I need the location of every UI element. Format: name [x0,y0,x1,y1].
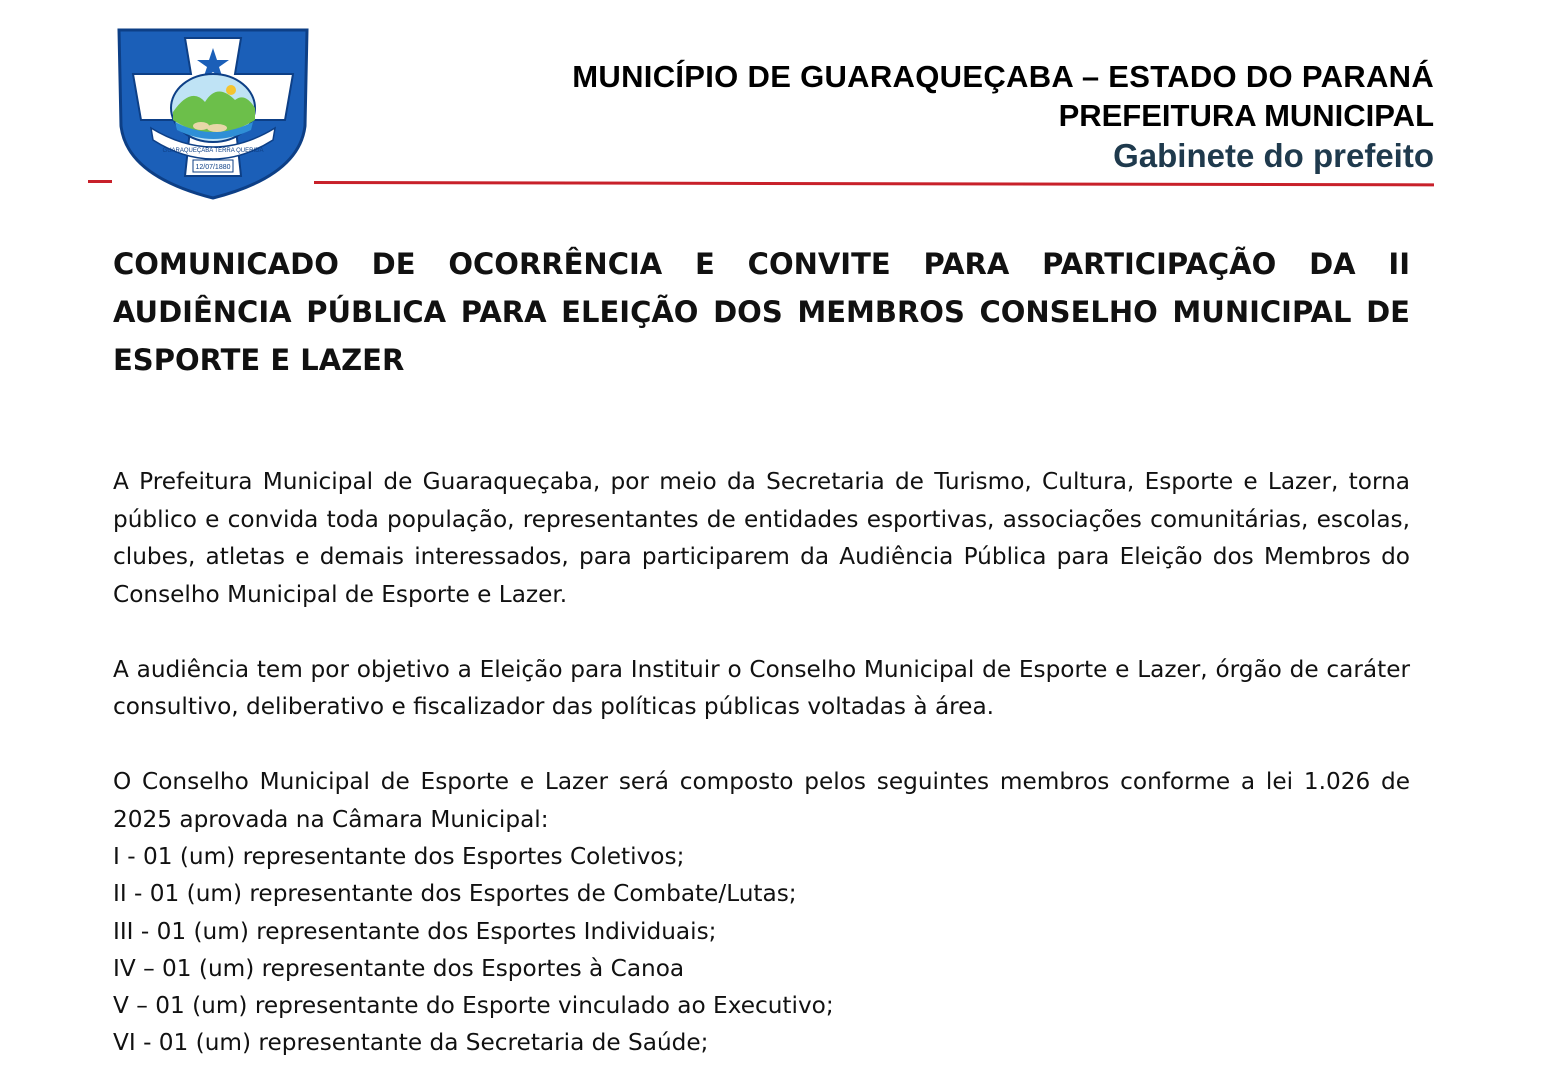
office-name: Gabinete do prefeito [1113,137,1434,174]
prefecture-name: PREFEITURA MUNICIPAL [1058,98,1434,133]
list-item: II - 01 (um) representante dos Esportes de Combate/Lutas; [113,880,797,908]
landscape-medallion-icon [171,74,255,142]
document-title: COMUNICADO DE OCORRÊNCIA E CONVITE PARA PARTICIPAÇÃO DA II AUDIÊNCIA PÚBLICA PARA ELEIÇÃO DOS MEMBROS CONSELHO MUNICIPAL DE ESPORTE E LAZER [113,247,1410,377]
list-item: I - 01 (um) representante dos Esportes Coletivos; [113,843,685,870]
header-divider-left [88,180,112,183]
list-item: IV – 01 (um) representante dos Esportes à Canoa [113,954,685,982]
list-item: III - 01 (um) representante dos Esportes Individuais; [113,917,717,945]
paragraph-objective: A audiência tem por objetivo a Eleição para Instituir o Conselho Municipal de Esporte e Lazer, órgão de caráter consultivo, deliberativo e fiscalizador das políticas públicas voltadas à área. [113,655,1410,720]
members-list [113,838,1410,1062]
letterhead [572,58,1434,176]
municipal-seal-logo [113,16,313,202]
list-item: V – 01 (um) representante do Esporte vinculado ao Executivo; [113,992,834,1020]
list-item: VI - 01 (um) representante da Secretaria de Saúde; [113,1029,709,1057]
seal-date-text: 12/07/1880 [195,164,231,171]
header-divider [314,181,1434,186]
paragraph-composition: O Conselho Municipal de Esporte e Lazer será composto pelos seguintes membros conforme a lei 1.026 de 2025 aprovada na Câmara Municipal: [113,768,1410,833]
paragraph-invitation: A Prefeitura Municipal de Guaraqueçaba, por meio da Secretaria de Turismo, Cultura, Esporte e Lazer, torna público e convida toda população, representantes de entidades esportivas, associações comunitárias, escolas, clubes, atletas e demais interessados, para participarem da Audiência Pública para Eleição dos Membros do Conselho Municipal de Esporte e Lazer. [113,468,1410,608]
municipality-name: MUNICÍPIO DE GUARAQUEÇABA – ESTADO DO PARANÁ [572,59,1434,94]
document-body [113,463,1410,1062]
seal-motto-text: GUARAQUEÇABA TERRA QUERIDA [162,148,264,154]
